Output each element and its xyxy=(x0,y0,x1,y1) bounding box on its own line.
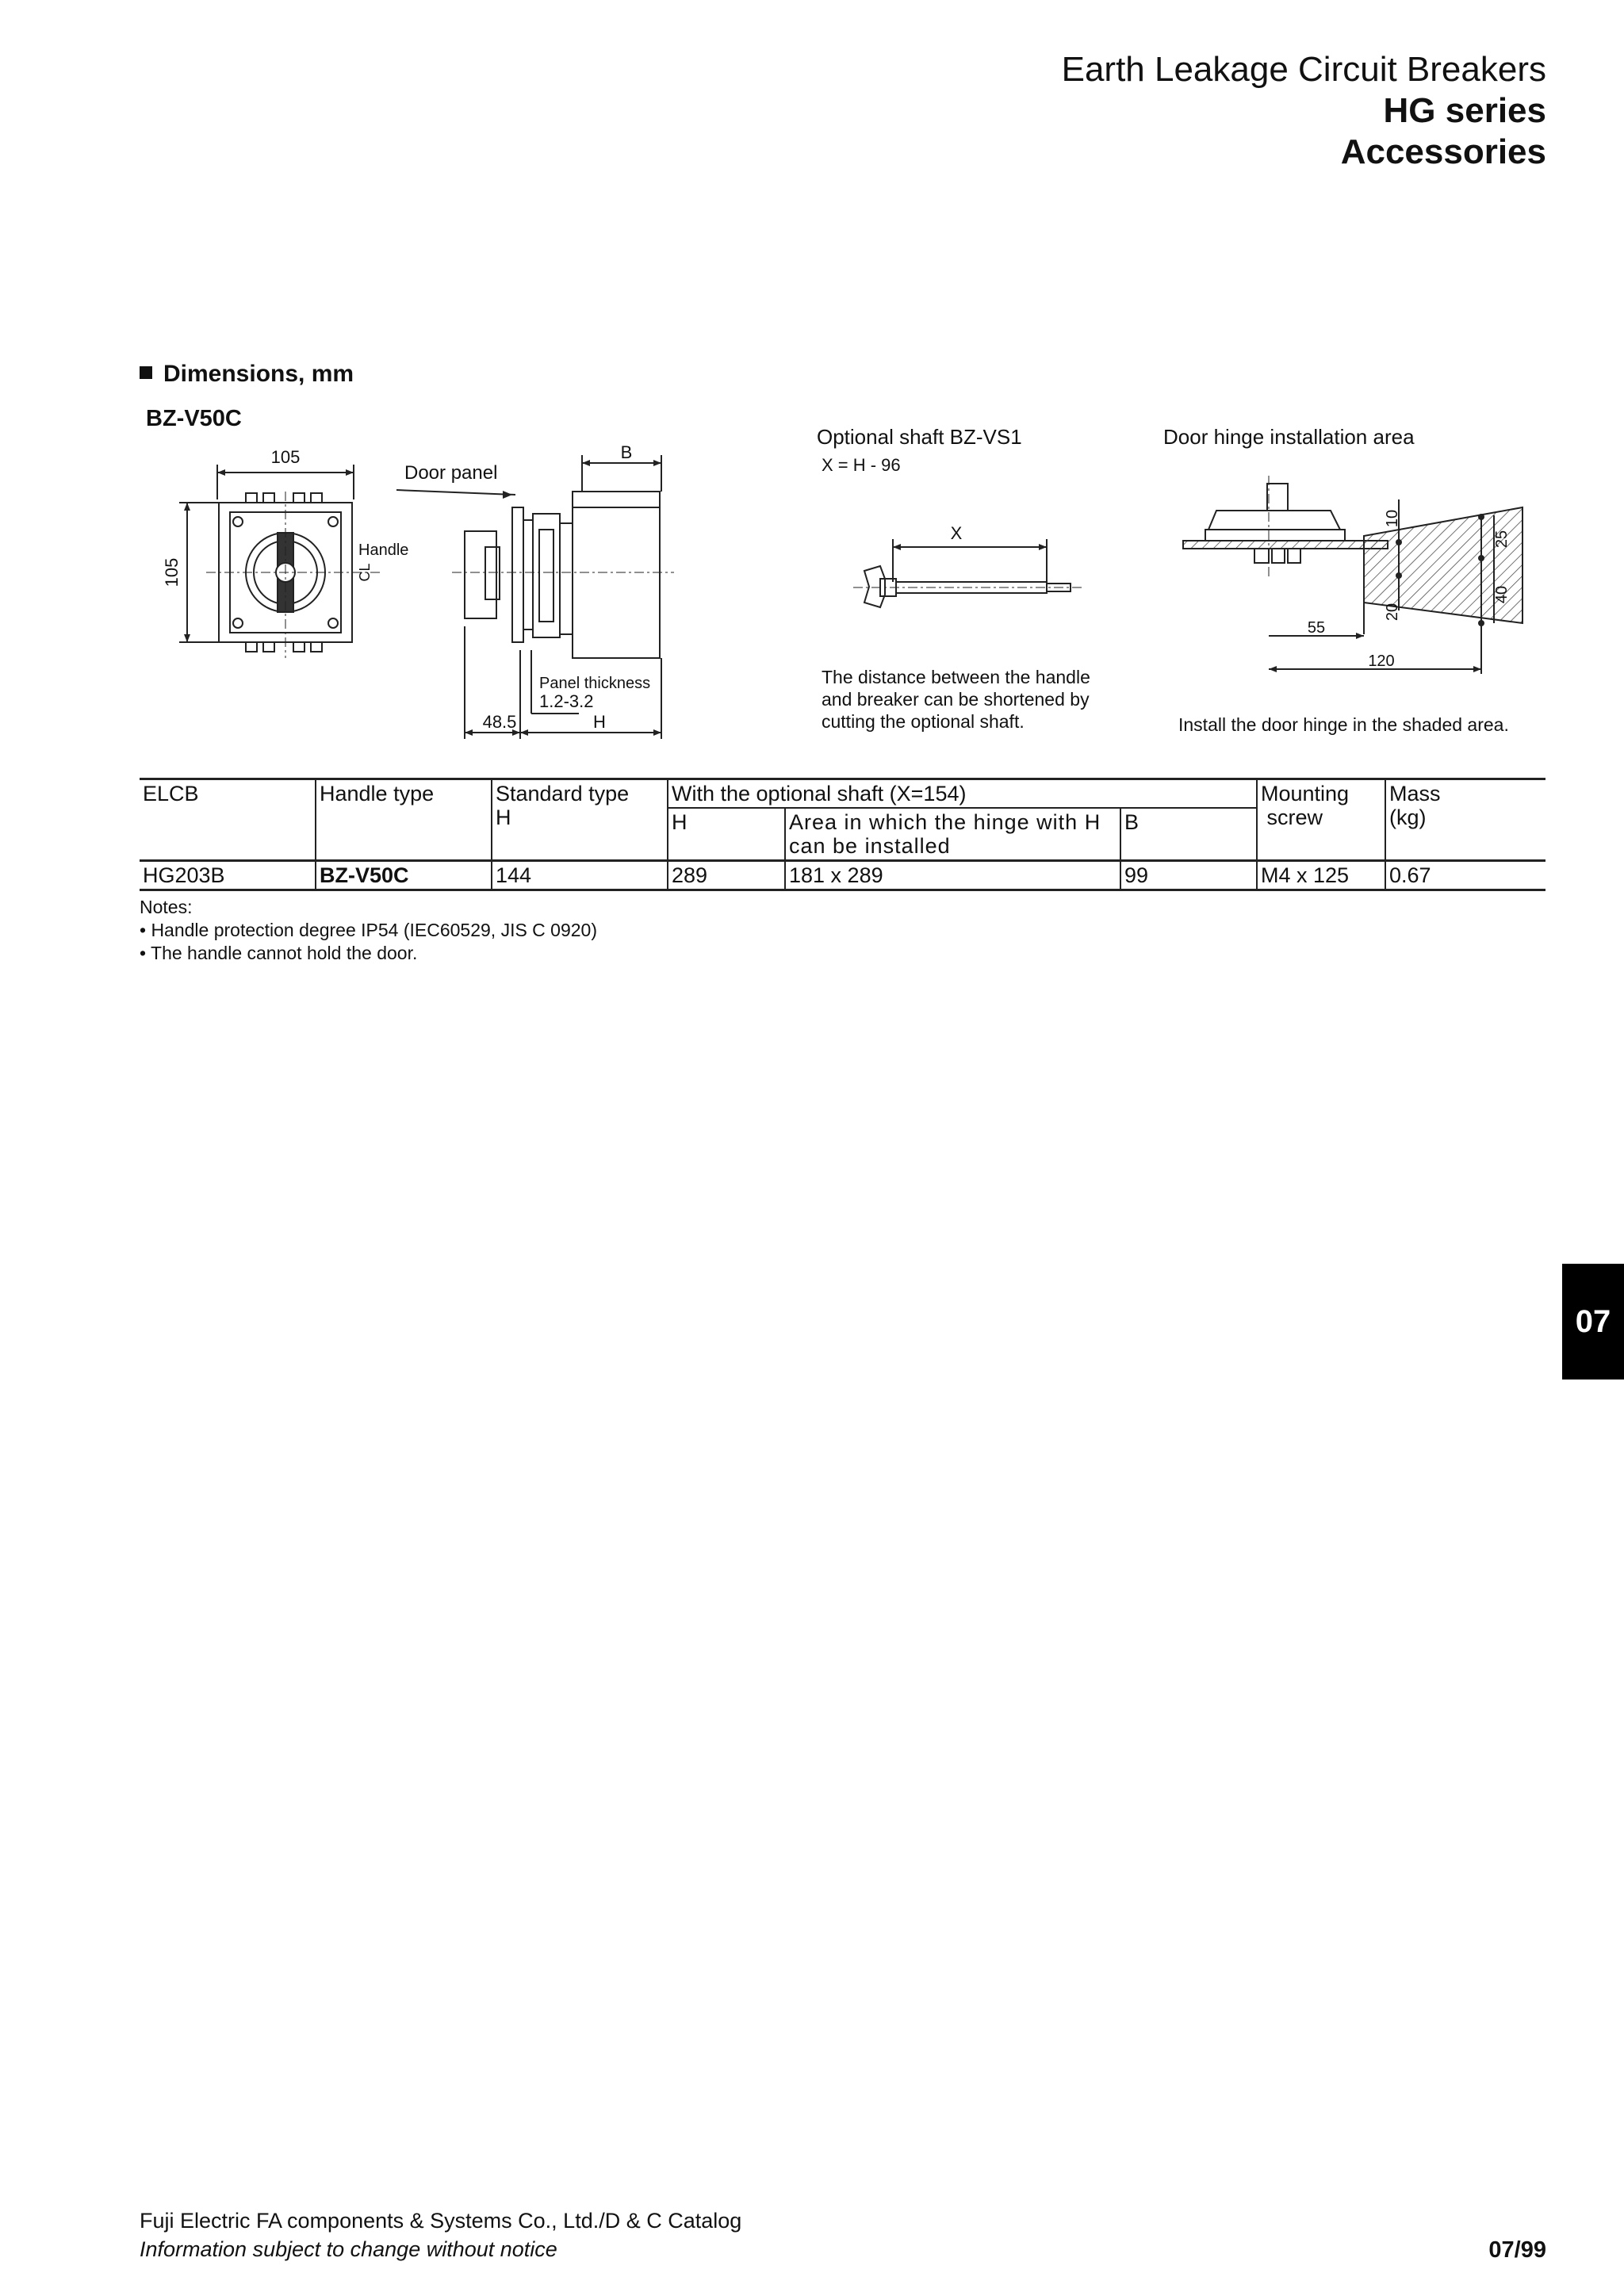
cell-b: 99 xyxy=(1120,861,1257,890)
hinge-caption: Install the door hinge in the shaded area. xyxy=(1178,714,1509,735)
header-mounting xyxy=(1257,779,1385,861)
note-item: • The handle cannot hold the door. xyxy=(140,943,418,963)
section-heading-text: Dimensions, mm xyxy=(163,361,354,387)
shaft-caption xyxy=(822,666,1090,733)
hinge-dim-40: 40 xyxy=(1493,585,1511,604)
square-bullet-icon xyxy=(140,366,152,379)
header-opt-h: H xyxy=(668,808,785,861)
header-standard-h: H xyxy=(496,806,511,829)
hinge-dim-120: 120 xyxy=(1368,652,1395,670)
header-mass xyxy=(1385,779,1545,861)
dim-h-label: H xyxy=(593,712,606,732)
spec-table xyxy=(140,778,1545,891)
hinge-dim-20: 20 xyxy=(1384,603,1401,622)
table-header-row xyxy=(140,779,1545,809)
cell-handle-type: BZ-V50C xyxy=(316,861,492,890)
shaft-caption-line: cutting the optional shaft. xyxy=(822,711,1025,732)
cell-screw: M4 x 125 xyxy=(1257,861,1385,890)
header-mass-text: Mass xyxy=(1389,782,1441,806)
cell-standard-h: 144 xyxy=(492,861,668,890)
shaft-x-dim: X xyxy=(950,523,963,543)
hinge-dim-25: 25 xyxy=(1493,530,1511,549)
header-elcb: ELCB xyxy=(140,779,316,861)
header-b: B xyxy=(1120,808,1257,861)
header-handle-type: Handle type xyxy=(316,779,492,861)
panel-thickness-label: Panel thickness xyxy=(539,675,651,692)
side-view-drawing xyxy=(396,444,682,745)
page-subtitle: Accessories xyxy=(1340,132,1546,171)
cell-mass: 0.67 xyxy=(1385,861,1545,890)
door-panel-label: Door panel xyxy=(404,462,498,484)
header-standard-type xyxy=(492,779,668,861)
footer-disclaimer: Information subject to change without notice xyxy=(140,2237,557,2261)
shaft-caption-line: The distance between the handle xyxy=(822,667,1090,687)
header-mounting-text: Mounting xyxy=(1261,782,1350,806)
catalog-title: Earth Leakage Circuit Breakers xyxy=(1061,50,1546,89)
header-standard-type-text: Standard type xyxy=(496,782,630,806)
handle-label: Handle xyxy=(358,541,409,559)
series-title: HG series xyxy=(1383,91,1546,130)
footer-company: Fuji Electric FA components & Systems Co., Ltd./D & C Catalog xyxy=(140,2209,742,2233)
shaft-title: Optional shaft BZ-VS1 xyxy=(817,425,1022,449)
front-height-dim: 105 xyxy=(162,557,182,587)
notes xyxy=(140,896,597,965)
page-number: 07/99 xyxy=(1488,2237,1546,2263)
hinge-drawing xyxy=(1174,476,1538,682)
model-name: BZ-V50C xyxy=(146,406,242,431)
header-mass-unit: (kg) xyxy=(1389,806,1427,829)
cell-opt-h: 289 xyxy=(668,861,785,890)
hinge-dim-10: 10 xyxy=(1384,509,1401,528)
cell-elcb: HG203B xyxy=(140,861,316,890)
hinge-dim-55: 55 xyxy=(1307,619,1326,637)
table-row xyxy=(140,861,1545,890)
notes-title: Notes: xyxy=(140,897,193,917)
panel-thickness-value: 1.2-3.2 xyxy=(539,691,594,711)
header-area: Area in which the hinge with H can be installed xyxy=(785,808,1120,861)
hinge-title: Door hinge installation area xyxy=(1163,425,1415,449)
shaft-caption-line: and breaker can be shortened by xyxy=(822,689,1090,710)
front-width-dim: 105 xyxy=(270,447,301,467)
header-mounting-text2: screw xyxy=(1261,806,1323,829)
section-heading xyxy=(140,361,354,388)
header-optional-shaft: With the optional shaft (X=154) xyxy=(668,779,1257,809)
dim-48-label: 48.5 xyxy=(482,712,517,732)
note-item: • Handle protection degree IP54 (IEC60529, JIS C 0920) xyxy=(140,920,598,940)
b-dim-label: B xyxy=(620,444,633,462)
front-view-drawing xyxy=(159,444,420,666)
cell-area: 181 x 289 xyxy=(785,861,1120,890)
shaft-drawing xyxy=(837,515,1099,634)
shaft-formula: X = H - 96 xyxy=(822,455,901,475)
centerline-label: CL xyxy=(357,563,373,582)
chapter-tab: 07 xyxy=(1562,1264,1624,1380)
